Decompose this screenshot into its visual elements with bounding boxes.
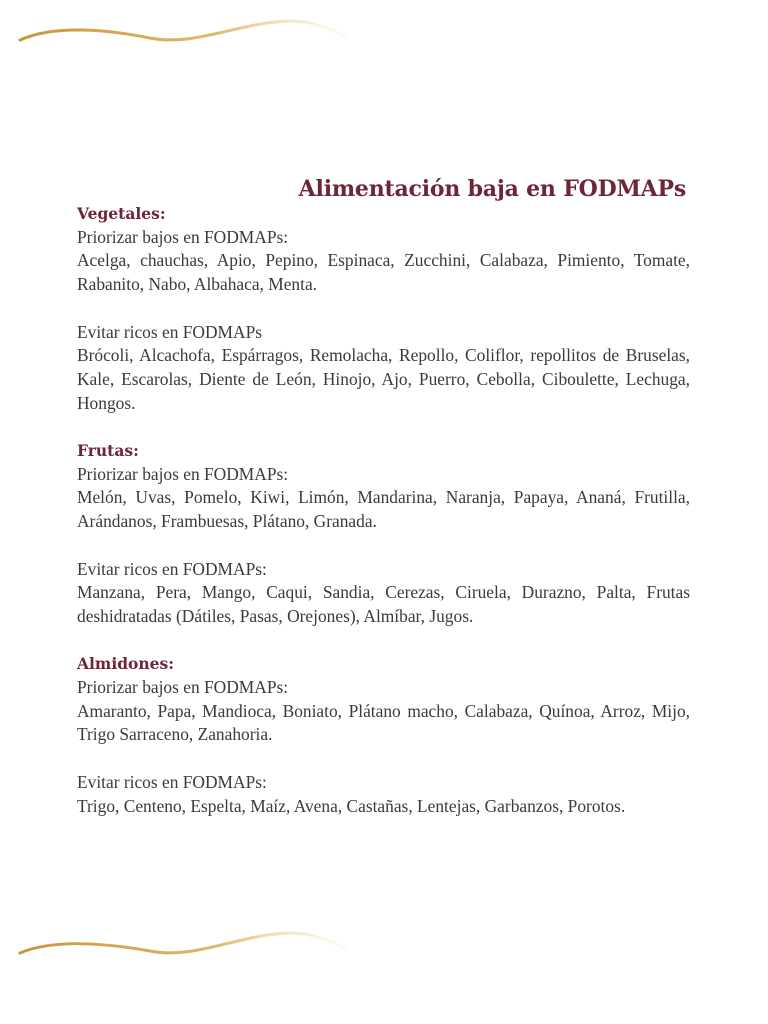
top-wave-ornament: [20, 21, 345, 40]
section-frutas: [77, 439, 690, 629]
avoid-list: Manzana, Pera, Mango, Caqui, Sandia, Cerezas, Ciruela, Durazno, Palta, Frutas deshidratadas (Dátiles, Pasas, Orejones), Almíbar, Jugos.: [77, 582, 690, 626]
avoid-list: Brócoli, Alcachofa, Espárragos, Remolacha, Repollo, Coliflor, repollitos de Bruselas, Kale, Escarolas, Diente de León, Hinojo, Ajo, Puerro, Cebolla, Ciboulette, Lechuga, Hongos.: [77, 345, 690, 413]
section-vegetales: [77, 202, 690, 415]
section-heading: Frutas:: [77, 441, 139, 460]
avoid-label: Evitar ricos en FODMAPs: [77, 321, 263, 342]
priorize-list: Melón, Uvas, Pomelo, Kiwi, Limón, Mandarina, Naranja, Papaya, Ananá, Frutilla, Arándanos, Frambuesas, Plátano, Granada.: [77, 487, 690, 532]
section-heading: Almidones:: [77, 654, 174, 674]
bottom-wave-ornament: [20, 933, 345, 953]
document-body: [77, 202, 690, 818]
priorize-label: Priorizar bajos en FODMAPs:: [77, 463, 289, 484]
corner-lines-ornament: [20, 61, 344, 184]
section-heading: Vegetales:: [77, 204, 166, 223]
section-almidones: [77, 652, 690, 818]
avoid-list: Trigo, Centeno, Espelta, Maíz, Avena, Castañas, Lentejas, Garbanzos, Porotos.: [77, 795, 626, 816]
avoid-label: Evitar ricos en FODMAPs:: [77, 771, 267, 792]
avoid-label: Evitar ricos en FODMAPs:: [77, 558, 267, 579]
priorize-list: Acelga, chauchas, Apio, Pepino, Espinaca, Zucchini, Calabaza, Pimiento, Tomate, Rabanito, Nabo, Albahaca, Menta.: [77, 250, 690, 295]
priorize-label: Priorizar bajos en FODMAPs:: [77, 677, 289, 697]
priorize-list: Amaranto, Papa, Mandioca, Boniato, Plátano macho, Calabaza, Quínoa, Arroz, Mijo, Trigo Sarraceno, Zanahoria.: [77, 700, 690, 745]
page-title: Alimentación baja en FODMAPs: [298, 176, 686, 202]
priorize-label: Priorizar bajos en FODMAPs:: [77, 226, 289, 247]
